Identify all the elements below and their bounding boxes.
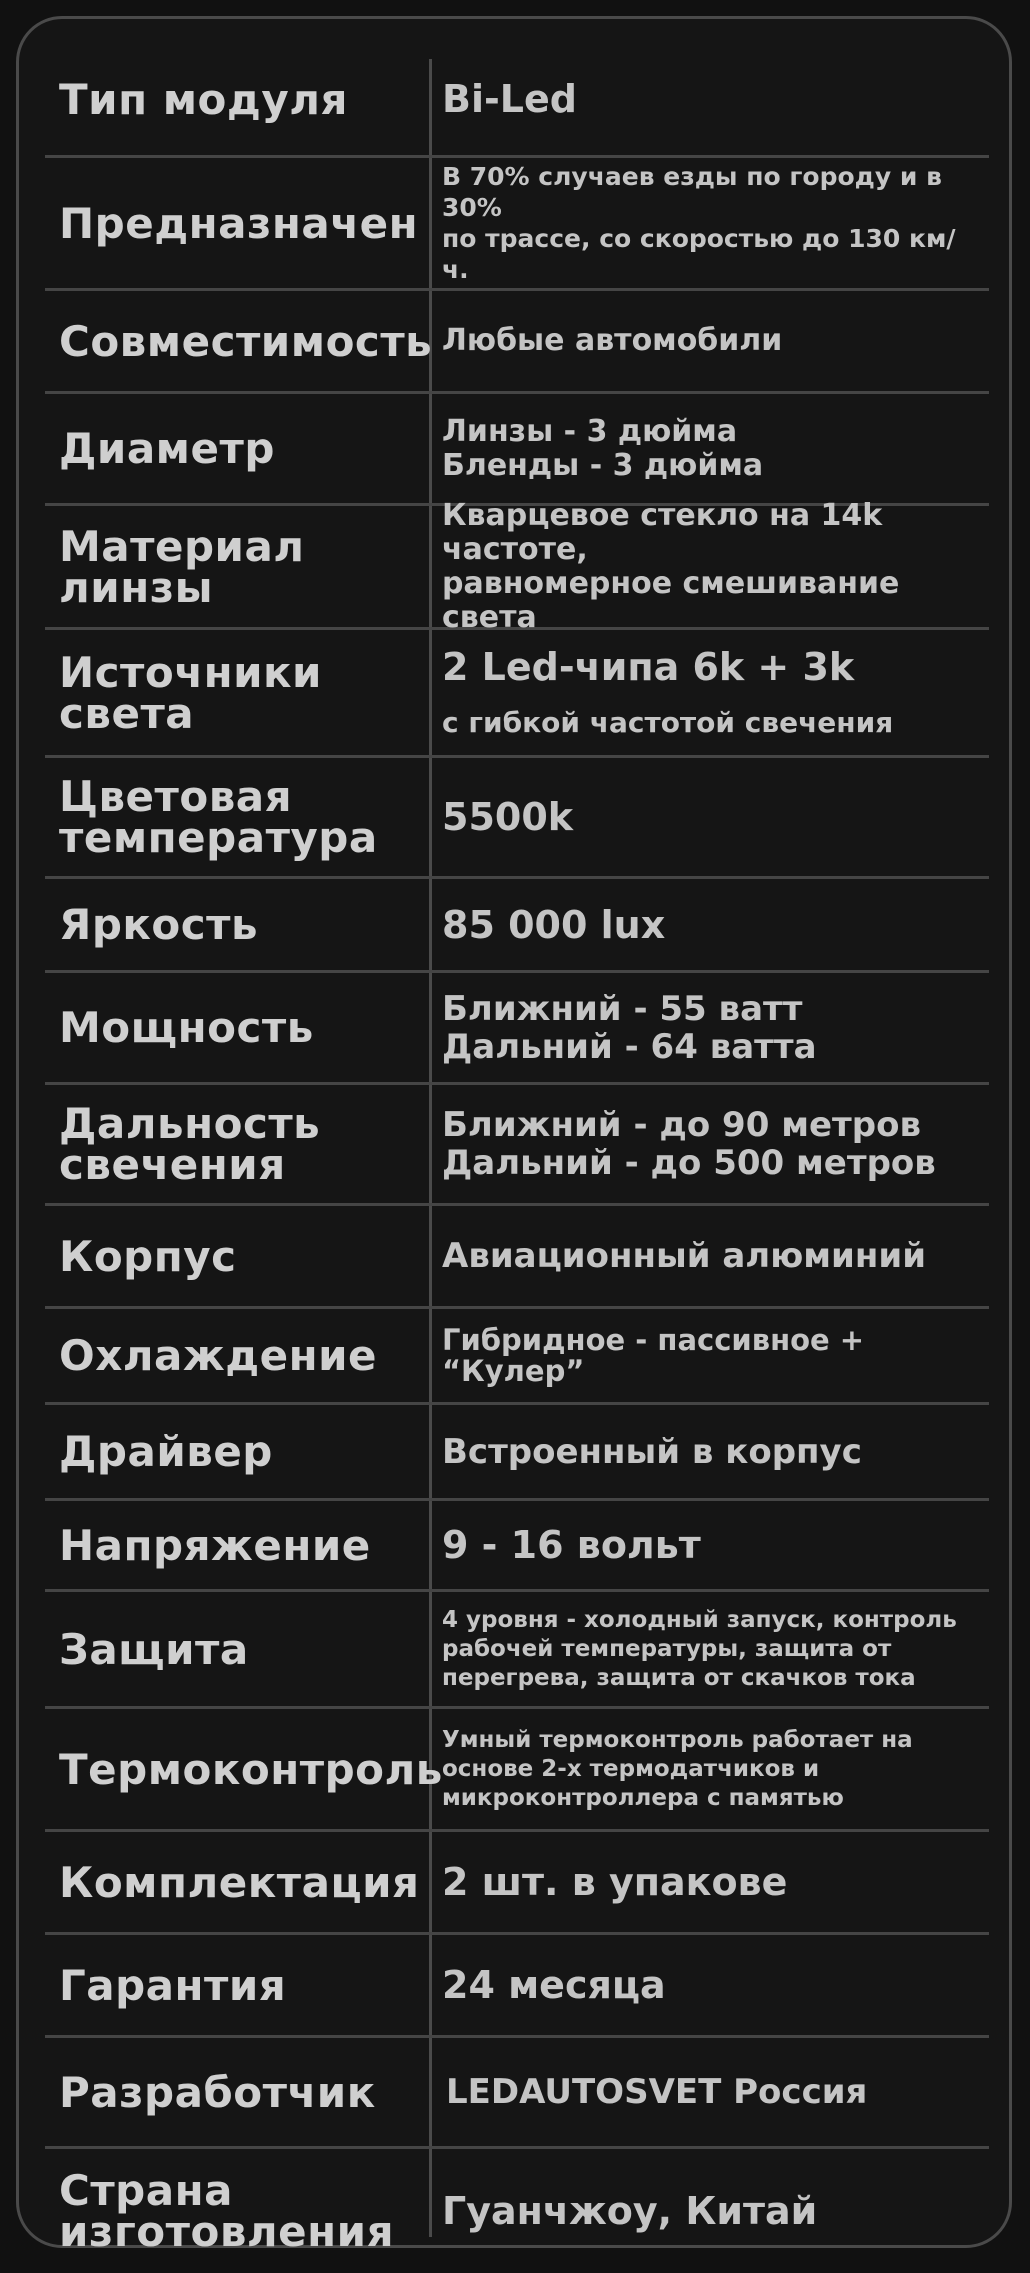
spec-value: Авиационный алюминий — [442, 1236, 927, 1276]
spec-row-purpose — [45, 158, 989, 291]
spec-value: 4 уровня - холодный запуск, контроль рабочей температуры, защита от перегрева, защита от скачков тока — [442, 1606, 957, 1691]
spec-value: В 70% случаев езды по городу и в 30% по трассе, со скоростью до 130 км/ч. — [442, 162, 956, 284]
spec-label: Корпус — [59, 1231, 237, 1281]
spec-label: Драйвер — [59, 1427, 273, 1476]
spec-label: Яркость — [59, 900, 259, 949]
spec-row-brightness — [45, 879, 989, 973]
spec-value: 9 - 16 вольт — [442, 1523, 701, 1567]
spec-row-diameter — [45, 394, 989, 506]
spec-label: Страна изготовления — [59, 2166, 395, 2256]
spec-value: 85 000 lux — [442, 902, 666, 947]
spec-value-sub: с гибкой частотой свечения — [442, 706, 894, 739]
spec-row-thermal-control — [45, 1709, 989, 1832]
spec-row-cooling — [45, 1309, 989, 1405]
spec-label: Охлаждение — [59, 1331, 378, 1380]
spec-label: Напряжение — [59, 1520, 371, 1570]
spec-value: Кварцевое стекло на 14k частоте, равномерное смешивание света — [442, 497, 900, 635]
spec-label: Совместимость — [59, 316, 433, 366]
spec-value: 2 шт. в упакове — [442, 1860, 788, 1904]
spec-value: Умный термоконтроль работает на основе 2-х термодатчиков и микроконтроллера с памятью — [442, 1726, 913, 1811]
spec-row-protection — [45, 1592, 989, 1709]
spec-label: Мощность — [59, 1003, 314, 1052]
spec-label: Разработчик — [59, 2067, 376, 2117]
spec-value-main: 2 Led-чипа 6k + 3k — [442, 645, 855, 689]
spec-row-voltage — [45, 1501, 989, 1592]
spec-row-light-sources — [45, 630, 989, 758]
spec-value: 24 месяца — [442, 1963, 666, 2007]
spec-label: Защита — [59, 1624, 249, 1674]
spec-label: Комплектация — [59, 1857, 420, 1907]
spec-label: Тип модуля — [59, 74, 348, 124]
spec-value: Bi-Led — [442, 77, 577, 121]
spec-row-range — [45, 1085, 989, 1206]
spec-label: Источники света — [59, 647, 322, 738]
spec-row-country — [45, 2149, 989, 2273]
spec-label: Материал линзы — [59, 521, 305, 612]
spec-row-lens-material — [45, 497, 989, 635]
spec-value: Встроенный в корпус — [442, 1431, 862, 1472]
spec-row-color-temperature — [45, 758, 989, 879]
spec-value — [432, 627, 989, 758]
spec-value: Любые автомобили — [442, 323, 783, 358]
spec-label: Термоконтроль — [59, 1744, 443, 1794]
spec-row-module-type — [45, 43, 989, 158]
spec-row-housing — [45, 1206, 989, 1309]
spec-row-package — [45, 1832, 989, 1935]
spec-value: Ближний - 55 ватт Дальний - 64 ватта — [442, 988, 817, 1067]
spec-card — [16, 16, 1012, 2256]
spec-row-driver — [45, 1405, 989, 1501]
spec-value: Линзы - 3 дюйма Бленды - 3 дюйма — [442, 413, 764, 483]
spec-value: Ближний - до 90 метров Дальний - до 500 метров — [442, 1105, 936, 1183]
spec-row-developer — [45, 2038, 989, 2149]
spec-row-power — [45, 973, 989, 1085]
spec-table — [45, 43, 989, 2256]
spec-value: 5500k — [442, 795, 574, 839]
spec-row-compatibility — [45, 291, 989, 394]
spec-row-warranty — [45, 1935, 989, 2038]
spec-label: Дальность свечения — [59, 1099, 321, 1189]
spec-value: Гибридное - пассивное + “Кулер” — [442, 1322, 865, 1388]
spec-label: Предназначен — [59, 198, 419, 248]
spec-label: Цветовая температура — [59, 772, 378, 862]
spec-value: LEDAUTOSVET Россия — [446, 2072, 868, 2112]
spec-value: Гуанчжоу, Китай — [442, 2189, 818, 2233]
spec-label: Диаметр — [59, 424, 275, 473]
spec-label: Гарантия — [59, 1960, 287, 2010]
